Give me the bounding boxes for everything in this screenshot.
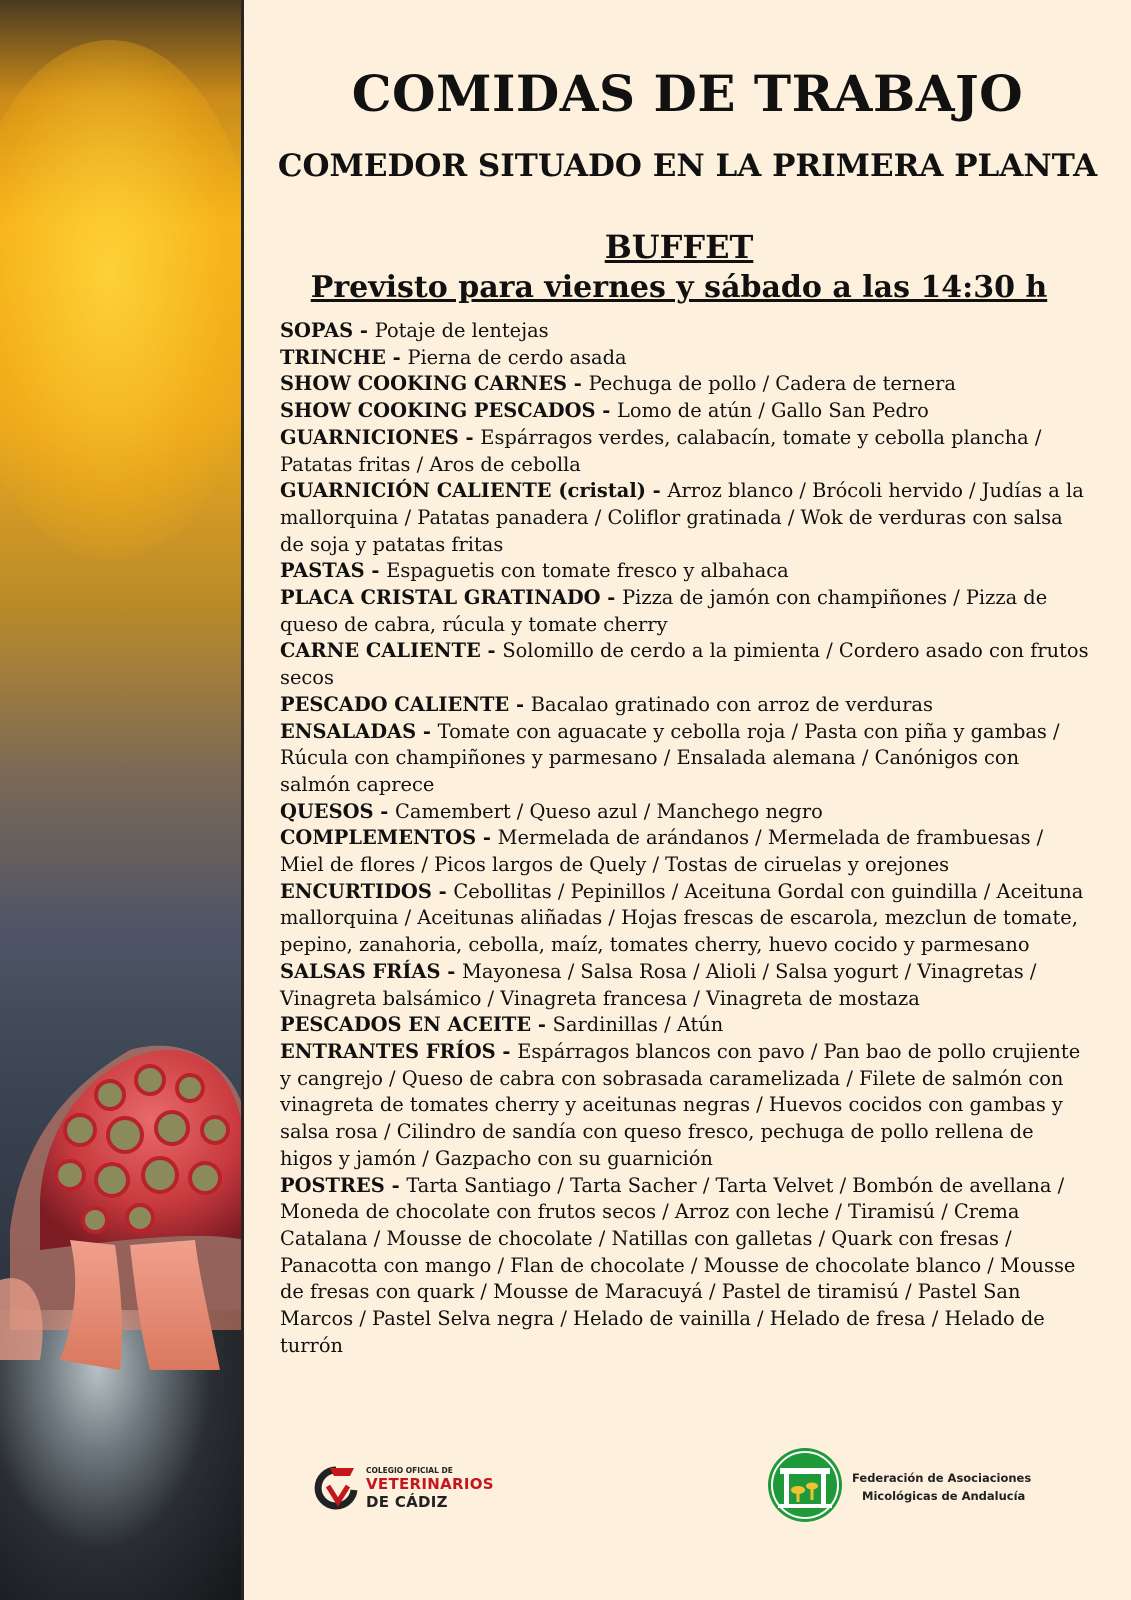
menu-list [280, 318, 1092, 1359]
menu-category: CARNE CALIENTE [280, 639, 481, 663]
menu-item: GUARNICIONES - Espárragos verdes, calabacín, tomate y cebolla plancha / Patatas fritas / Aros de cebolla [280, 425, 1042, 476]
menu-category: PLACA CRISTAL GRATINADO [280, 586, 601, 610]
menu-category: GUARNICIONES [280, 425, 459, 449]
mushroom-icon [0, 1030, 244, 1410]
menu-category: ENSALADAS [280, 719, 417, 743]
menu-dishes: Espárragos verdes, calabacín, tomate y cebolla plancha / Patatas fritas / Aros de cebolla [280, 425, 1042, 476]
menu-item: TRINCHE - Pierna de cerdo asada [280, 345, 627, 369]
menu-dishes: Sardinillas / Atún [552, 1013, 724, 1037]
menu-category: TRINCHE [280, 345, 386, 369]
menu-category: ENTRANTES FRÍOS [280, 1039, 496, 1063]
veterinarios-logo-icon [314, 1464, 360, 1510]
menu-dishes: Pizza de jamón con champiñones / Pizza de queso de cabra, rúcula y tomate cherry [280, 586, 1048, 636]
menu-dishes: Cebollitas / Pepinillos / Aceituna Gordal con guindilla / Aceituna mallorquina / Aceitunas aliñadas / Hojas frescas de escarola, mezclun de tomate, pepino, zanahoria, cebolla, maíz, tomates cherry, huevo cocido y parmesano [280, 879, 1084, 957]
menu-item: ENSALADAS - Tomate con aguacate y cebolla roja / Pasta con piña y gambas / Rúcula con champiñones y parmesano / Ensalada alemana / Canónigos con salmón caprece [280, 719, 1060, 796]
menu-dishes: Lomo de atún / Gallo San Pedro [617, 399, 929, 423]
menu-item: SHOW COOKING PESCADOS - Lomo de atún / Gallo San Pedro [280, 399, 929, 423]
menu-category: PASTAS [280, 559, 365, 583]
menu-category: COMPLEMENTOS [280, 826, 477, 850]
menu-category: SOPAS [280, 319, 354, 342]
menu-item: COMPLEMENTOS - Mermelada de arándanos / Mermelada de frambuesas / Miel de flores / Picos largos de Quely / Tostas de ciruelas y orejones [280, 826, 1044, 877]
menu-dishes: Bacalao gratinado con arroz de verduras [530, 692, 933, 716]
menu-dishes: Solomillo de cerdo a la pimienta / Cordero asado con frutos secos [280, 639, 1089, 690]
menu-category: SALSAS FRÍAS [280, 959, 441, 983]
menu-dishes: Arroz blanco / Brócoli hervido / Judías a la mallorquina / Patatas panadera / Coliflor gratinada / Wok de verduras con salsa de soja y patatas fritas [280, 479, 1084, 556]
mushroom-photo [0, 0, 244, 1600]
menu-category: PESCADO CALIENTE [280, 692, 510, 716]
menu-dishes: Pechuga de pollo / Cadera de ternera [588, 372, 956, 396]
menu-dishes: Camembert / Queso azul / Manchego negro [395, 799, 823, 823]
buffet-heading: BUFFET [604, 228, 754, 266]
page-title: COMIDAS DE TRABAJO [351, 64, 1024, 123]
menu-item: ENCURTIDOS - Cebollitas / Pepinillos / Aceituna Gordal con guindilla / Aceituna mallorquina / Aceitunas aliñadas / Hojas frescas de escarola, mezclun de tomate, pepino, zanahoria, cebolla, maíz, tomates cherry, huevo cocido y parmesano [280, 879, 1084, 957]
menu-category: QUESOS [280, 799, 374, 823]
menu-dishes: Tarta Santiago / Tarta Sacher / Tarta Velvet / Bombón de avellana / Moneda de chocolate con frutos secos / Arroz con leche / Tiramisú / Crema Catalana / Mousse de chocolate / Natillas con galletas / Quark con fresas / Panacotta con mango / Flan de chocolate / Mousse de chocolate blanco / Mousse de fresas con quark / Mousse de Maracuyá / Pastel de tiramisú / Pastel San Marcos / Pastel Selva negra / Helado de vainilla / Helado de fresa / Helado de turrón [280, 1173, 1076, 1357]
menu-item: GUARNICIÓN CALIENTE (cristal) - Arroz blanco / Brócoli hervido / Judías a la mallorquina / Patatas panadera / Coliflor gratinada / Wok de verduras con salsa de soja y patatas fritas [280, 479, 1084, 556]
menu-item: PESCADOS EN ACEITE - Sardinillas / Atún [280, 1013, 724, 1037]
menu-item: SHOW COOKING CARNES - Pechuga de pollo / Cadera de ternera [280, 372, 956, 396]
menu-category: ENCURTIDOS [280, 879, 432, 903]
menu-dishes: Mayonesa / Salsa Rosa / Alioli / Salsa yogurt / Vinagretas / Vinagreta balsámico / Vinagreta francesa / Vinagreta de mostaza [280, 959, 1037, 1010]
page-subtitle: COMEDOR SITUADO EN LA PRIMERA PLANTA [277, 148, 1098, 184]
menu-category: SHOW COOKING PESCADOS [280, 399, 596, 423]
menu-category: SHOW COOKING CARNES [280, 372, 568, 396]
fama-logo-icon [766, 1446, 844, 1524]
menu-item: SOPAS - Potaje de lentejas [280, 319, 549, 342]
menu-category: POSTRES [280, 1173, 385, 1197]
fama-logo [766, 1446, 1066, 1526]
menu-category: GUARNICIÓN CALIENTE (cristal) [280, 479, 646, 503]
menu-item: ENTRANTES FRÍOS - Espárragos blancos con pavo / Pan bao de pollo crujiente y cangrejo / Queso de cabra con sobrasada caramelizada / Filete de salmón con vinagreta de tomates cherry y aceitunas negras / Huevos cocidos con gambas y salsa rosa / Cilindro de sandía con queso fresco, pechuga de pollo rellena de higos y jamón / Gazpacho con su guarnición [280, 1039, 1081, 1170]
menu-item: QUESOS - Camembert / Queso azul / Manchego negro [280, 799, 823, 823]
menu-dishes: Potaje de lentejas [374, 319, 549, 342]
menu-dishes: Pierna de cerdo asada [407, 345, 627, 369]
menu-dishes: Espaguetis con tomate fresco y albahaca [386, 559, 789, 583]
fama-logo-line1: Federación de Asociaciones [852, 1471, 1032, 1485]
menu-item: PASTAS - Espaguetis con tomate fresco y albahaca [280, 559, 789, 583]
schedule-heading: Previsto para viernes y sábado a las 14:30 h [310, 270, 1048, 305]
menu-dishes: Mermelada de arándanos / Mermelada de frambuesas / Miel de flores / Picos largos de Quely / Tostas de ciruelas y orejones [280, 826, 1044, 877]
menu-item: PESCADO CALIENTE - Bacalao gratinado con arroz de verduras [280, 692, 933, 716]
menu-item: POSTRES - Tarta Santiago / Tarta Sacher / Tarta Velvet / Bombón de avellana / Moneda de chocolate con frutos secos / Arroz con leche / Tiramisú / Crema Catalana / Mousse de chocolate / Natillas con galletas / Quark con fresas / Panacotta con mango / Flan de chocolate / Mousse de chocolate blanco / Mousse de fresas con quark / Mousse de Maracuyá / Pastel de tiramisú / Pastel San Marcos / Pastel Selva negra / Helado de vainilla / Helado de fresa / Helado de turrón [280, 1173, 1076, 1357]
menu-category: PESCADOS EN ACEITE [280, 1013, 532, 1037]
vet-logo-line2: VETERINARIOS [366, 1475, 494, 1493]
menu-dishes: Tomate con aguacate y cebolla roja / Pasta con piña y gambas / Rúcula con champiñones y parmesano / Ensalada alemana / Canónigos con salmón caprece [280, 719, 1060, 796]
fama-logo-line2: Micológicas de Andalucía [862, 1489, 1026, 1503]
vet-logo-line1: COLEGIO OFICIAL DE [366, 1466, 453, 1475]
page-content [244, 0, 1131, 1600]
menu-dishes: Espárragos blancos con pavo / Pan bao de pollo crujiente y cangrejo / Queso de cabra con sobrasada caramelizada / Filete de salmón con vinagreta de tomates cherry y aceitunas negras / Huevos cocidos con gambas y salsa rosa / Cilindro de sandía con queso fresco, pechuga de pollo rellena de higos y jamón / Gazpacho con su guarnición [280, 1039, 1081, 1170]
vet-logo-line3: DE CÁDIZ [366, 1493, 448, 1511]
menu-item: SALSAS FRÍAS - Mayonesa / Salsa Rosa / Alioli / Salsa yogurt / Vinagretas / Vinagreta balsámico / Vinagreta francesa / Vinagreta de mostaza [280, 959, 1037, 1010]
veterinarios-logo [314, 1460, 514, 1512]
menu-item: PLACA CRISTAL GRATINADO - Pizza de jamón con champiñones / Pizza de queso de cabra, rúcula y tomate cherry [280, 586, 1048, 636]
photo-glow [0, 40, 244, 560]
menu-item: CARNE CALIENTE - Solomillo de cerdo a la pimienta / Cordero asado con frutos secos [280, 639, 1089, 690]
